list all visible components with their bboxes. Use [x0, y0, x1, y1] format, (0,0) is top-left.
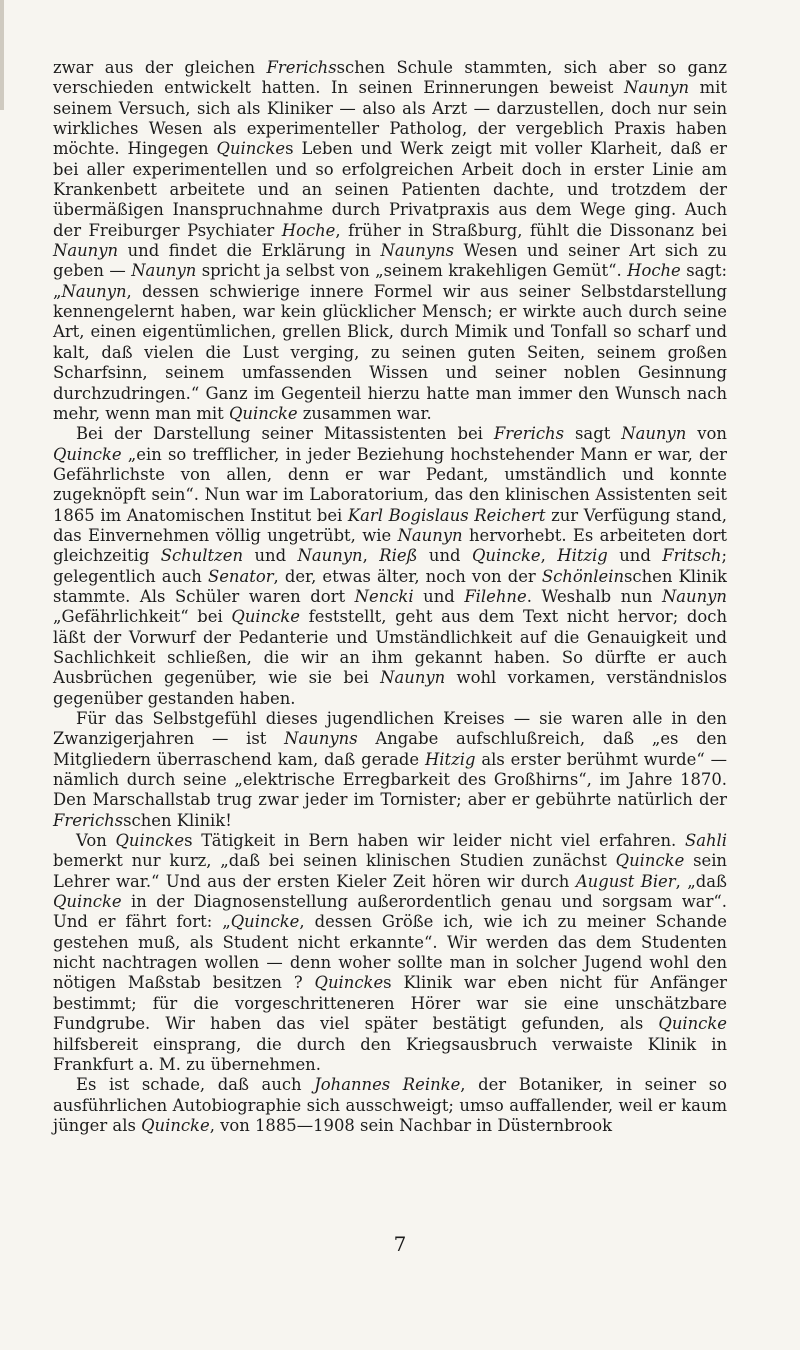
paragraph-2: Bei der Darstellung seiner Mitassistenten bei Frerichs sagt Naunyn von Quincke „ein so trefflicher, in jeder Beziehung hochstehender Mann er war, der Gefährlichste von allen, denn er war Pedant, umständlich und konnte zugeknöpft sein“. Nun war im Laboratorium, das den klinischen Assistenten seit 1865 im Anatomischen Institut bei Karl Bogislaus Reichert zur Verfügung stand, das Einvernehmen völlig ungetrübt, wie Naunyn hervorhebt. Es arbeiteten dort gleichzeitig Schultzen und Naunyn, Rieß und Quincke, Hitzig und Fritsch; gelegentlich auch Senator, der, etwas älter, noch von der Schönleinschen Klinik stammte. Als Schüler waren dort Nencki und Filehne. Weshalb nun Naunyn „Gefährlichkeit“ bei Quincke feststellt, geht aus dem Text nicht hervor; doch läßt der Vorwurf der Pedanterie und Umständlichkeit auf die Genauigkeit und Sachlichkeit schließen, die wir an ihm gekannt haben. So dürfte er auch Ausbrüchen gegenüber, wie sie bei Naunyn wohl vorkamen, verständnislos gegenüber gestanden haben.: [53, 424, 728, 708]
body-text: [53, 58, 727, 1136]
paragraph-5: Es ist schade, daß auch Johannes Reinke, der Botaniker, in seiner so ausführlichen Autobiographie sich ausschweigt; umso auffallender, weil er kaum jünger als Quincke, von 1885—1908 sein Nachbar in Düsternbrook: [53, 1075, 727, 1135]
paragraph-4: Von Quinckes Tätigkeit in Bern haben wir leider nicht viel erfahren. Sahli bemerkt nur kurz, „daß bei seinen klinischen Studien zunächst Quincke sein Lehrer war.“ Und aus der ersten Kieler Zeit hören wir durch August Bier, „daß Quincke in der Diagnosenstellung außerordentlich genau und sorgsam war“. Und er fährt fort: „Quincke, dessen Größe ich, wie ich zu meiner Schande gestehen muß, als Student nicht erkannte“. Wir werden das dem Studenten nicht nachtragen wollen — denn woher sollte man in solcher Jugend wohl den nötigen Maßstab besitzen ? Quinckes Klinik war eben nicht für Anfänger bestimmt; für die vorgeschritteneren Hörer war sie eine unschätzbare Fundgrube. Wir haben das viel später bestätigt gefunden, als Quincke hilfsbereit einsprang, die durch den Kriegsausbruch verwaiste Klinik in Frankfurt a. M. zu übernehmen.: [53, 831, 728, 1074]
paragraph-1: zwar aus der gleichen Frerichsschen Schule stammten, sich aber so ganz verschieden entwickelt hatten. In seinen Erinnerungen beweist Naunyn mit seinem Versuch, sich als Kliniker — also als Arzt — darzustellen, doch nur sein wirkliches Wesen als experimenteller Patholog, der vergeblich Praxis haben möchte. Hingegen Quinckes Leben und Werk zeigt mit voller Klarheit, daß er bei aller experimentellen und so erfolgreichen Arbeit doch in erster Linie am Krankenbett arbeitete und an seinen Patienten dachte, und trotzdem der übermäßigen Inanspruchnahme durch Privatpraxis aus dem Wege ging. Auch der Freiburger Psychiater Hoche, früher in Straßburg, fühlt die Dissonanz bei Naunyn und findet die Erklärung in Naunyns Wesen und seiner Art sich zu geben — Naunyn spricht ja selbst von „seinem krakehligen Gemüt“. Hoche sagt: „Naunyn, dessen schwierige innere Formel wir aus seiner Selbstdarstellung kennengelernt haben, war kein glücklicher Mensch; er wirkte auch durch seine Art, einen eigentümlichen, grellen Blick, durch Mimik und Tonfall so scharf und kalt, daß vielen die Lust verging, zu seinen guten Seiten, seinem großen Scharfsinn, seinem umfassenden Wissen und seiner noblen Gesinnung durchzudringen.“ Ganz im Gegenteil hierzu hatte man immer den Wunsch nach mehr, wenn man mit Quincke zusammen war.: [53, 58, 727, 423]
paragraph-3: Für das Selbstgefühl dieses jugendlichen Kreises — sie waren alle in den Zwanzigerjahren — ist Naunyns Angabe aufschlußreich, daß „es den Mitgliedern überraschend kam, daß gerade Hitzig als erster berühmt wurde“ — nämlich durch seine „elektrische Erregbarkeit des Großhirns“, im Jahre 1870. Den Marschallstab trug zwar jeder im Tornister; aber er gebührte natürlich der Frerichsschen Klinik!: [53, 709, 727, 830]
page-edge-shadow: [0, 0, 4, 110]
page-number: 7: [393, 1232, 407, 1256]
